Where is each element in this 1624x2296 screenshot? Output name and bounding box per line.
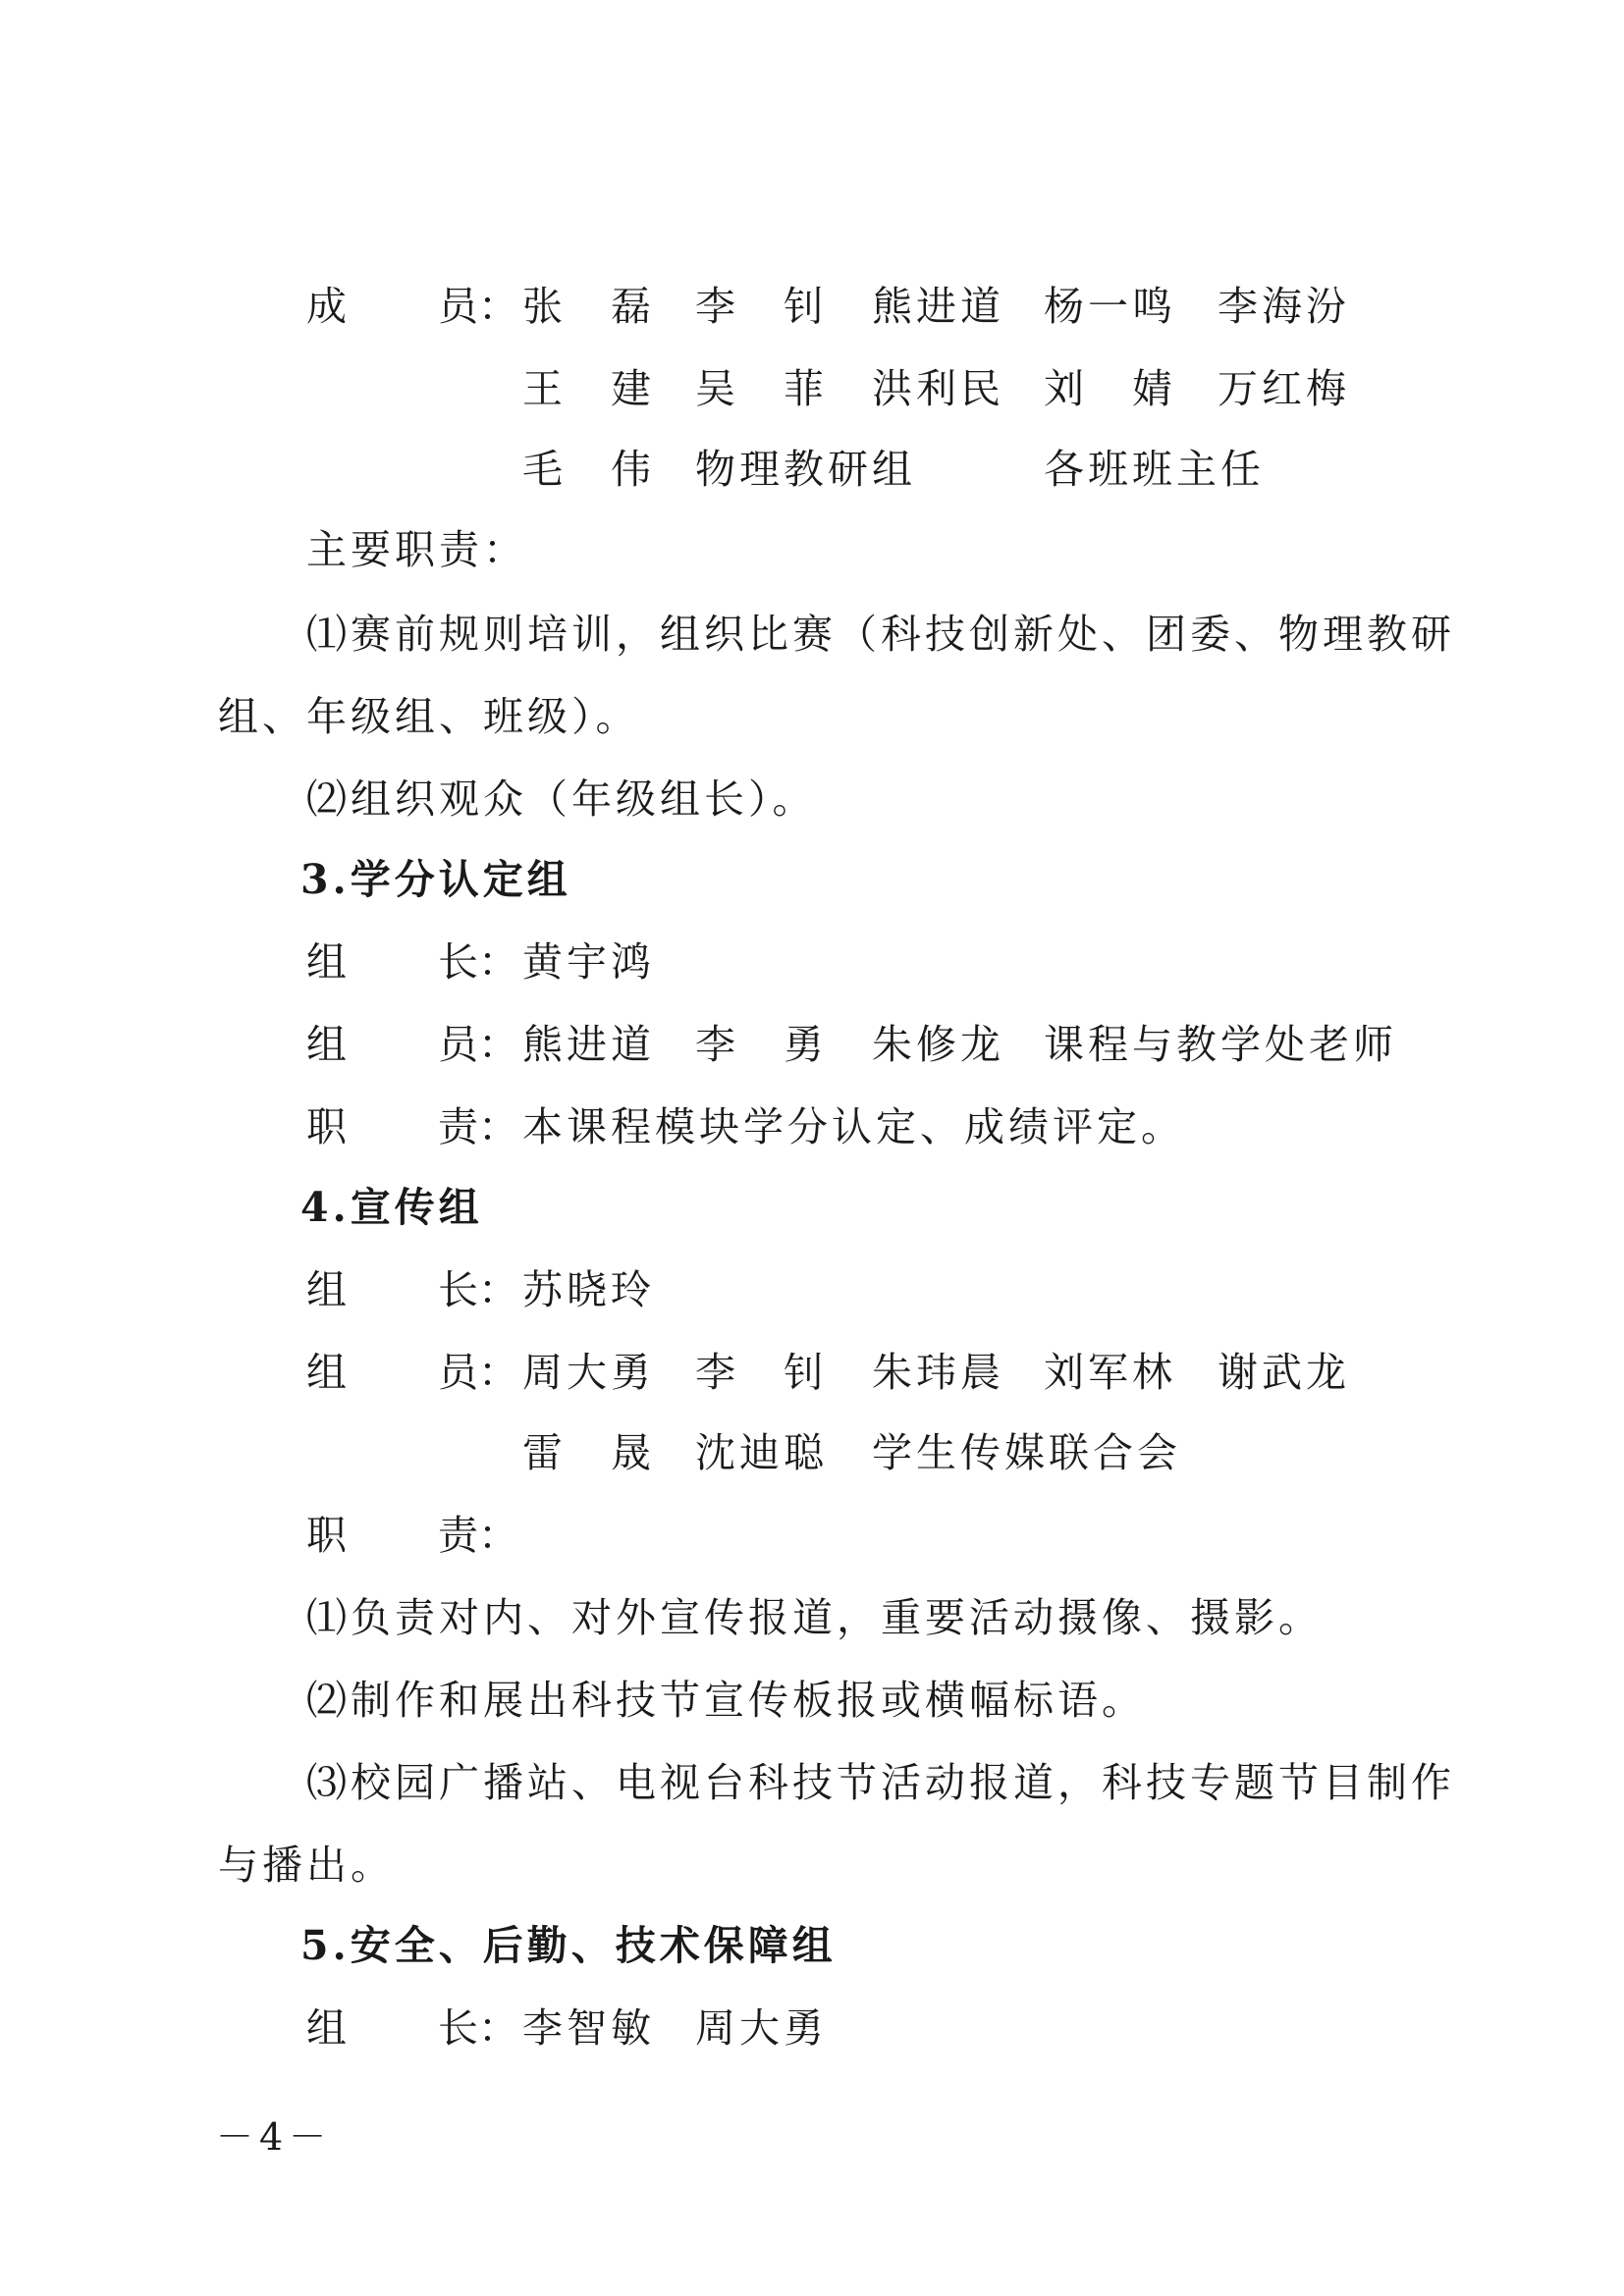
member-name: 学生传媒联合会 <box>872 1429 1181 1476</box>
member-name: 熊进道 <box>872 283 1004 330</box>
member-label-char2: 员： <box>438 1349 518 1396</box>
duty-line: 组、年级组、班级）。 <box>218 693 640 740</box>
member-name: 谢武龙 <box>1218 1349 1350 1396</box>
duty-label-char2: 责： <box>438 1103 518 1150</box>
member-name: 李 钊 <box>695 1349 828 1396</box>
leader-name: 周大勇 <box>695 2004 828 2052</box>
duties-heading: 主要职责： <box>306 526 527 573</box>
member-name: 朱玮晨 <box>872 1349 1004 1396</box>
leader-name: 苏晓玲 <box>522 1266 655 1313</box>
section-4-title: 4.宣传组 <box>300 1184 483 1231</box>
member-label-char1: 组 <box>306 1021 347 1068</box>
member-name: 物理教研组 <box>695 446 916 493</box>
duty-line: ⑶校园广播站、电视台科技节活动报道，科技专题节目制作 <box>306 1759 1455 1806</box>
duty-label-char1: 职 <box>306 1103 347 1150</box>
duty-line: ⑵制作和展出科技节宣传板报或横幅标语。 <box>306 1677 1146 1724</box>
duty-line: 与播出。 <box>218 1842 395 1889</box>
member-name: 各班班主任 <box>1044 446 1265 493</box>
duty-line: ⑵组织观众（年级组长）。 <box>306 775 817 823</box>
member-name: 万红梅 <box>1218 365 1350 412</box>
leader-name: 黄宇鸿 <box>522 938 655 986</box>
member-name: 朱修龙 <box>872 1021 1004 1068</box>
member-name: 李 勇 <box>695 1021 828 1068</box>
members-label-char1: 成 <box>306 283 347 330</box>
member-name: 课程与教学处老师 <box>1044 1021 1397 1068</box>
section-3-title: 3.学分认定组 <box>300 856 571 903</box>
member-name: 王 建 <box>522 365 655 412</box>
member-name: 周大勇 <box>522 1349 655 1396</box>
member-name: 雷 晟 <box>522 1429 655 1476</box>
member-name: 杨一鸣 <box>1044 283 1176 330</box>
duty-line: ⑴负责对内、对外宣传报道，重要活动摄像、摄影。 <box>306 1594 1323 1641</box>
section-5-title: 5.安全、后勤、技术保障组 <box>300 1922 837 1969</box>
duty-label-char1: 职 <box>306 1512 347 1559</box>
duty-line: ⑴赛前规则培训，组织比赛（科技创新处、团委、物理教研 <box>306 611 1455 658</box>
section-3-duty: 本课程模块学分认定、成绩评定。 <box>522 1103 1185 1150</box>
page-number: －4－ <box>216 2115 333 2159</box>
member-name: 刘 婧 <box>1044 365 1176 412</box>
duty-label-char2: 责： <box>438 1512 518 1559</box>
leader-name: 李智敏 <box>522 2004 655 2052</box>
leader-label-char1: 组 <box>306 2004 347 2052</box>
leader-label-char2: 长： <box>438 2004 518 2052</box>
member-label-char2: 员： <box>438 1021 518 1068</box>
leader-label-char1: 组 <box>306 1266 347 1313</box>
member-name: 刘军林 <box>1044 1349 1176 1396</box>
member-name: 吴 菲 <box>695 365 828 412</box>
leader-label-char2: 长： <box>438 938 518 986</box>
member-name: 洪利民 <box>872 365 1004 412</box>
leader-label-char1: 组 <box>306 938 347 986</box>
member-name: 李 钊 <box>695 283 828 330</box>
member-name: 沈迪聪 <box>695 1429 828 1476</box>
member-name: 张 磊 <box>522 283 655 330</box>
leader-label-char2: 长： <box>438 1266 518 1313</box>
member-label-char1: 组 <box>306 1349 347 1396</box>
member-name: 熊进道 <box>522 1021 655 1068</box>
member-name: 毛 伟 <box>522 446 655 493</box>
member-name: 李海汾 <box>1218 283 1350 330</box>
members-label-char2: 员： <box>438 283 518 330</box>
